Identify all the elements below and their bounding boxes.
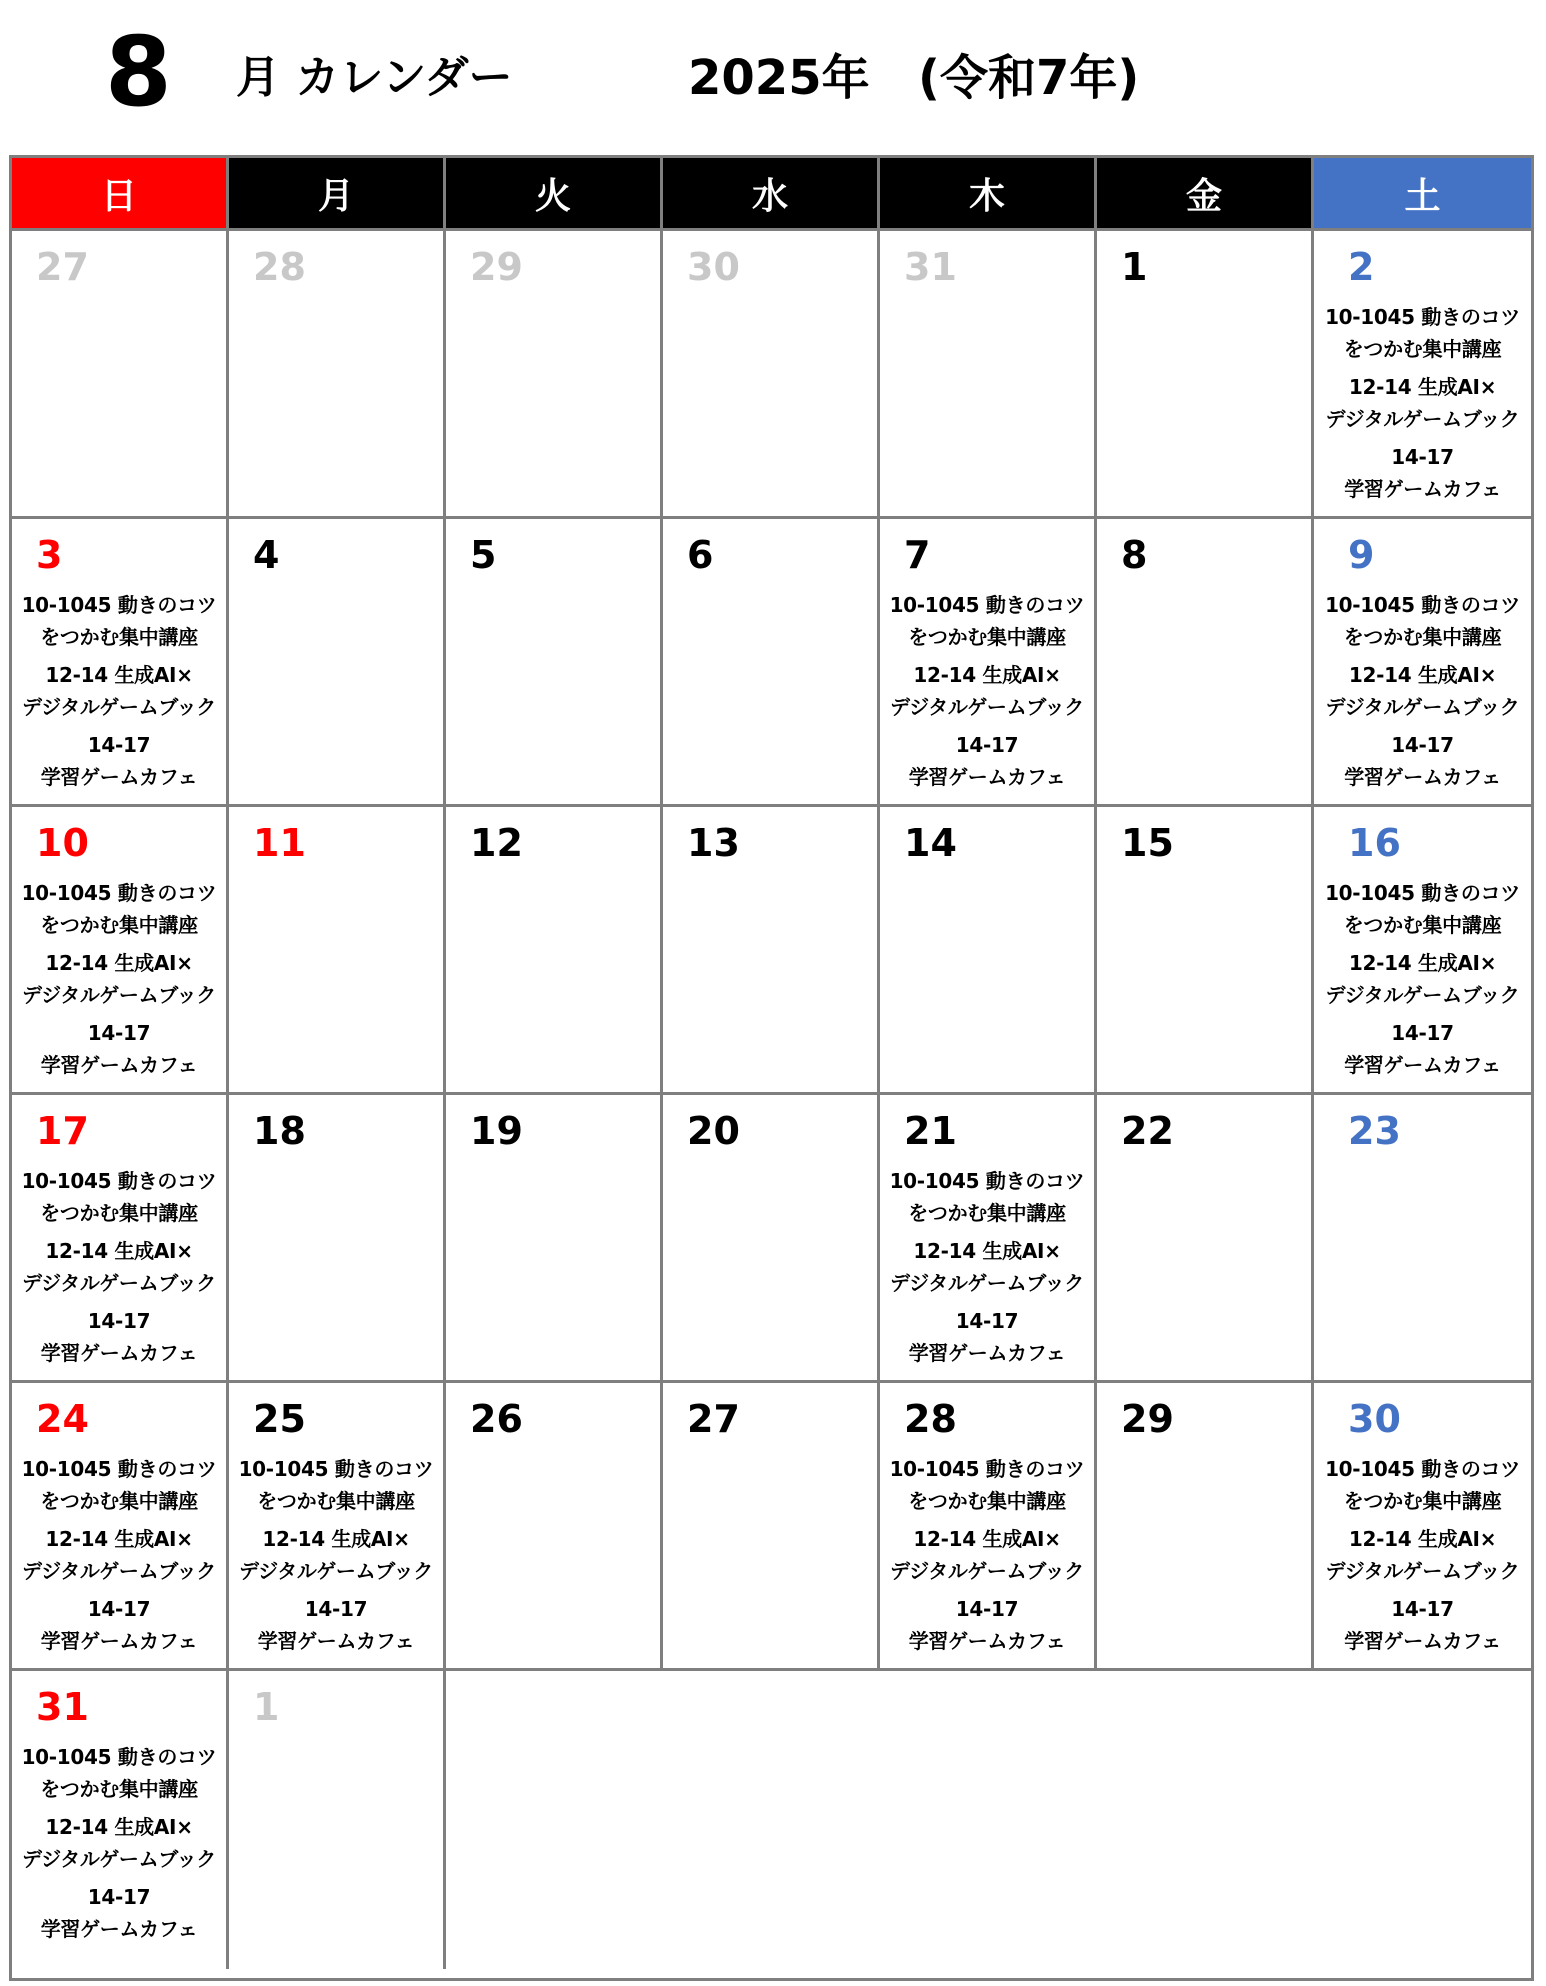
day-cell[interactable] [1097,807,1314,1095]
event-text: 12-14 生成AI× [913,1527,1061,1551]
weekday-fri: 金 [1097,158,1314,231]
day-number: 22 [1121,1109,1174,1153]
event-list [12,1453,226,1663]
day-number: 10 [36,821,89,865]
day-cell[interactable] [880,519,1097,807]
event-list [12,877,226,1087]
event-item [12,1881,226,1945]
event-text: 14-17 [1391,445,1454,469]
day-number: 25 [253,1397,306,1441]
weekday-sat: 土 [1314,158,1531,231]
day-cell[interactable] [1314,1383,1531,1671]
month-number: 8 [105,16,172,128]
event-item [12,729,226,793]
event-list [880,589,1094,799]
event-text: デジタルゲームブック [1325,983,1520,1007]
event-item [880,1523,1094,1587]
day-cell[interactable] [12,231,229,519]
empty-area [446,1671,1531,1969]
event-text: をつかむ集中講座 [908,1489,1066,1513]
event-text: 12-14 生成AI× [45,951,193,975]
event-text: 学習ゲームカフェ [1344,477,1501,501]
event-text: 12-14 生成AI× [913,663,1061,687]
day-cell[interactable] [12,1383,229,1671]
day-cell[interactable] [663,1095,880,1383]
event-text: デジタルゲームブック [1325,1559,1520,1583]
day-cell[interactable] [229,519,446,807]
day-cell[interactable] [1097,519,1314,807]
event-text: 学習ゲームカフェ [257,1629,415,1653]
week-row [12,519,1531,807]
day-cell[interactable] [1097,1383,1314,1671]
event-item [880,729,1094,793]
event-text: デジタルゲームブック [22,1559,216,1583]
event-text: 学習ゲームカフェ [908,765,1066,789]
day-number: 23 [1348,1109,1401,1153]
event-text: 14-17 [87,1597,151,1621]
day-number: 16 [1348,821,1401,865]
day-number: 20 [687,1109,740,1153]
event-text: 14-17 [955,1597,1019,1621]
day-number: 7 [904,533,931,577]
event-text: 12-14 生成AI× [1348,951,1497,975]
event-item [12,659,226,723]
event-text: 10-1045 動きのコツ [21,1457,217,1481]
day-number: 13 [687,821,740,865]
event-text: 12-14 生成AI× [262,1527,410,1551]
event-text: 12-14 生成AI× [45,1527,193,1551]
day-number: 5 [470,533,497,577]
event-text: 14-17 [955,733,1019,757]
day-number: 2 [1348,245,1375,289]
calendar-grid [9,155,1534,1981]
event-text: 10-1045 動きのコツ [889,593,1085,617]
event-item [880,659,1094,723]
event-text: をつかむ集中講座 [40,1201,198,1225]
event-item [229,1593,443,1657]
event-list [12,1165,226,1375]
event-text: デジタルゲームブック [239,1559,433,1583]
event-text: をつかむ集中講座 [40,913,198,937]
era-label: (令和7年) [918,50,1140,106]
weeks-container [12,231,1531,1969]
event-text: 14-17 [87,1885,151,1909]
weekday-tue: 火 [446,158,663,231]
day-number: 15 [1121,821,1174,865]
day-number: 24 [36,1397,89,1441]
day-number: 6 [687,533,714,577]
day-number: 3 [36,533,63,577]
event-item [229,1453,443,1517]
day-cell[interactable] [12,1095,229,1383]
day-cell[interactable] [12,1671,229,1969]
day-cell[interactable] [1314,1095,1531,1383]
event-item [12,1235,226,1299]
event-item [880,589,1094,653]
event-text: 14-17 [1391,733,1454,757]
weekday-wed: 水 [663,158,880,231]
event-item [12,589,226,653]
event-text: 学習ゲームカフェ [40,765,198,789]
event-text: 学習ゲームカフェ [40,1917,198,1941]
day-number: 17 [36,1109,89,1153]
event-item [1314,947,1531,1011]
day-cell[interactable] [1314,519,1531,807]
event-text: 12-14 生成AI× [1348,1527,1497,1551]
day-cell[interactable] [880,1095,1097,1383]
event-item [1314,1453,1531,1517]
event-text: 12-14 生成AI× [45,663,193,687]
day-number: 31 [904,245,957,289]
calendar-title [0,0,1546,150]
week-row [12,1671,1531,1969]
event-text: をつかむ集中講座 [40,625,198,649]
event-text: をつかむ集中講座 [908,1201,1066,1225]
event-text: 10-1045 動きのコツ [1325,305,1520,329]
event-text: 14-17 [1391,1597,1454,1621]
event-text: デジタルゲームブック [890,1271,1084,1295]
event-text: 12-14 生成AI× [45,1815,193,1839]
day-number: 29 [470,245,523,289]
event-list [880,1453,1094,1663]
day-cell[interactable] [446,519,663,807]
day-number: 28 [904,1397,957,1441]
event-item [880,1165,1094,1229]
day-number: 12 [470,821,523,865]
day-cell[interactable] [446,807,663,1095]
event-list [229,1453,443,1663]
event-text: をつかむ集中講座 [1343,337,1502,361]
event-text: 10-1045 動きのコツ [889,1169,1085,1193]
event-item [880,1453,1094,1517]
event-text: 10-1045 動きのコツ [21,881,217,905]
day-number: 30 [687,245,740,289]
event-item [1314,301,1531,365]
day-cell[interactable] [12,807,229,1095]
event-item [1314,1593,1531,1657]
day-number: 14 [904,821,957,865]
event-text: をつかむ集中講座 [1343,913,1502,937]
year-label: 2025年 [688,50,870,106]
event-text: 12-14 生成AI× [913,1239,1061,1263]
weekday-header-row [12,158,1531,231]
day-cell[interactable] [229,231,446,519]
day-cell[interactable] [229,1095,446,1383]
weekday-sun: 日 [12,158,229,231]
event-item [880,1593,1094,1657]
event-text: 10-1045 動きのコツ [1325,1457,1520,1481]
event-list [1314,1453,1531,1663]
day-cell[interactable] [880,1383,1097,1671]
event-text: 学習ゲームカフェ [1344,1629,1501,1653]
event-item [1314,1523,1531,1587]
day-cell[interactable] [880,231,1097,519]
event-text: をつかむ集中講座 [1343,1489,1502,1513]
day-cell[interactable] [446,1095,663,1383]
day-number: 21 [904,1109,957,1153]
day-cell[interactable] [663,807,880,1095]
event-item [880,1235,1094,1299]
event-text: をつかむ集中講座 [40,1489,198,1513]
day-number: 30 [1348,1397,1401,1441]
event-item [12,1017,226,1081]
event-item [1314,1017,1531,1081]
event-text: 14-17 [304,1597,368,1621]
day-cell[interactable] [1314,807,1531,1095]
event-text: デジタルゲームブック [22,695,216,719]
event-list [880,1165,1094,1375]
day-cell[interactable] [663,231,880,519]
event-text: 14-17 [955,1309,1019,1333]
day-number: 26 [470,1397,523,1441]
event-text: 12-14 生成AI× [45,1239,193,1263]
day-cell[interactable] [1097,1095,1314,1383]
event-text: 10-1045 動きのコツ [21,1169,217,1193]
event-text: 12-14 生成AI× [1348,375,1497,399]
event-text: 学習ゲームカフェ [40,1341,198,1365]
event-text: をつかむ集中講座 [40,1777,198,1801]
event-text: 学習ゲームカフェ [908,1629,1066,1653]
event-text: 10-1045 動きのコツ [21,1745,217,1769]
week-row [12,1383,1531,1671]
event-text: 学習ゲームカフェ [40,1053,198,1077]
event-text: 14-17 [87,733,151,757]
event-text: 14-17 [87,1021,151,1045]
event-text: デジタルゲームブック [1325,407,1520,431]
event-item [12,1593,226,1657]
event-text: 12-14 生成AI× [1348,663,1497,687]
week-row [12,231,1531,519]
day-number: 1 [1121,245,1148,289]
event-item [12,1305,226,1369]
event-text: デジタルゲームブック [1325,695,1520,719]
event-item [12,1523,226,1587]
event-text: 10-1045 動きのコツ [21,593,217,617]
day-cell[interactable] [229,1383,446,1671]
day-number: 4 [253,533,280,577]
day-number: 31 [36,1685,89,1729]
event-text: 10-1045 動きのコツ [238,1457,434,1481]
day-cell[interactable] [229,1671,446,1969]
event-list [12,589,226,799]
event-item [12,947,226,1011]
event-text: をつかむ集中講座 [1343,625,1502,649]
day-number: 8 [1121,533,1148,577]
event-item [12,877,226,941]
day-cell[interactable] [12,519,229,807]
day-cell[interactable] [1097,231,1314,519]
day-cell[interactable] [1314,231,1531,519]
day-cell[interactable] [663,1383,880,1671]
event-item [229,1523,443,1587]
day-cell[interactable] [229,807,446,1095]
event-text: デジタルゲームブック [22,1271,216,1295]
day-cell[interactable] [446,1383,663,1671]
weekday-thu: 木 [880,158,1097,231]
event-item [1314,371,1531,435]
day-number: 9 [1348,533,1375,577]
event-item [1314,441,1531,505]
event-item [12,1741,226,1805]
day-number: 28 [253,245,306,289]
event-item [12,1453,226,1517]
event-text: をつかむ集中講座 [257,1489,415,1513]
event-item [1314,659,1531,723]
event-list [12,1741,226,1951]
event-item [1314,589,1531,653]
event-item [12,1811,226,1875]
event-item [1314,877,1531,941]
event-text: 10-1045 動きのコツ [1325,881,1520,905]
event-text: デジタルゲームブック [890,695,1084,719]
event-text: 学習ゲームカフェ [908,1341,1066,1365]
event-text: 学習ゲームカフェ [1344,1053,1501,1077]
day-number: 1 [253,1685,280,1729]
day-number: 19 [470,1109,523,1153]
event-text: 学習ゲームカフェ [40,1629,198,1653]
event-item [12,1165,226,1229]
day-cell[interactable] [446,231,663,519]
event-item [1314,729,1531,793]
event-text: 14-17 [1391,1021,1454,1045]
day-cell[interactable] [663,519,880,807]
event-text: 10-1045 動きのコツ [1325,593,1520,617]
day-number: 18 [253,1109,306,1153]
event-text: をつかむ集中講座 [908,625,1066,649]
week-row [12,1095,1531,1383]
day-number: 27 [36,245,89,289]
event-text: 学習ゲームカフェ [1344,765,1501,789]
event-list [1314,877,1531,1087]
weekday-mon: 月 [229,158,446,231]
day-number: 11 [253,821,306,865]
event-list [1314,589,1531,799]
day-cell[interactable] [880,807,1097,1095]
event-text: 14-17 [87,1309,151,1333]
day-number: 27 [687,1397,740,1441]
event-text: デジタルゲームブック [890,1559,1084,1583]
event-item [880,1305,1094,1369]
event-text: デジタルゲームブック [22,1847,216,1871]
week-row [12,807,1531,1095]
event-text: デジタルゲームブック [22,983,216,1007]
calendar-label: 月 カレンダー [236,52,513,103]
event-list [1314,301,1531,511]
event-text: 10-1045 動きのコツ [889,1457,1085,1481]
day-number: 29 [1121,1397,1174,1441]
